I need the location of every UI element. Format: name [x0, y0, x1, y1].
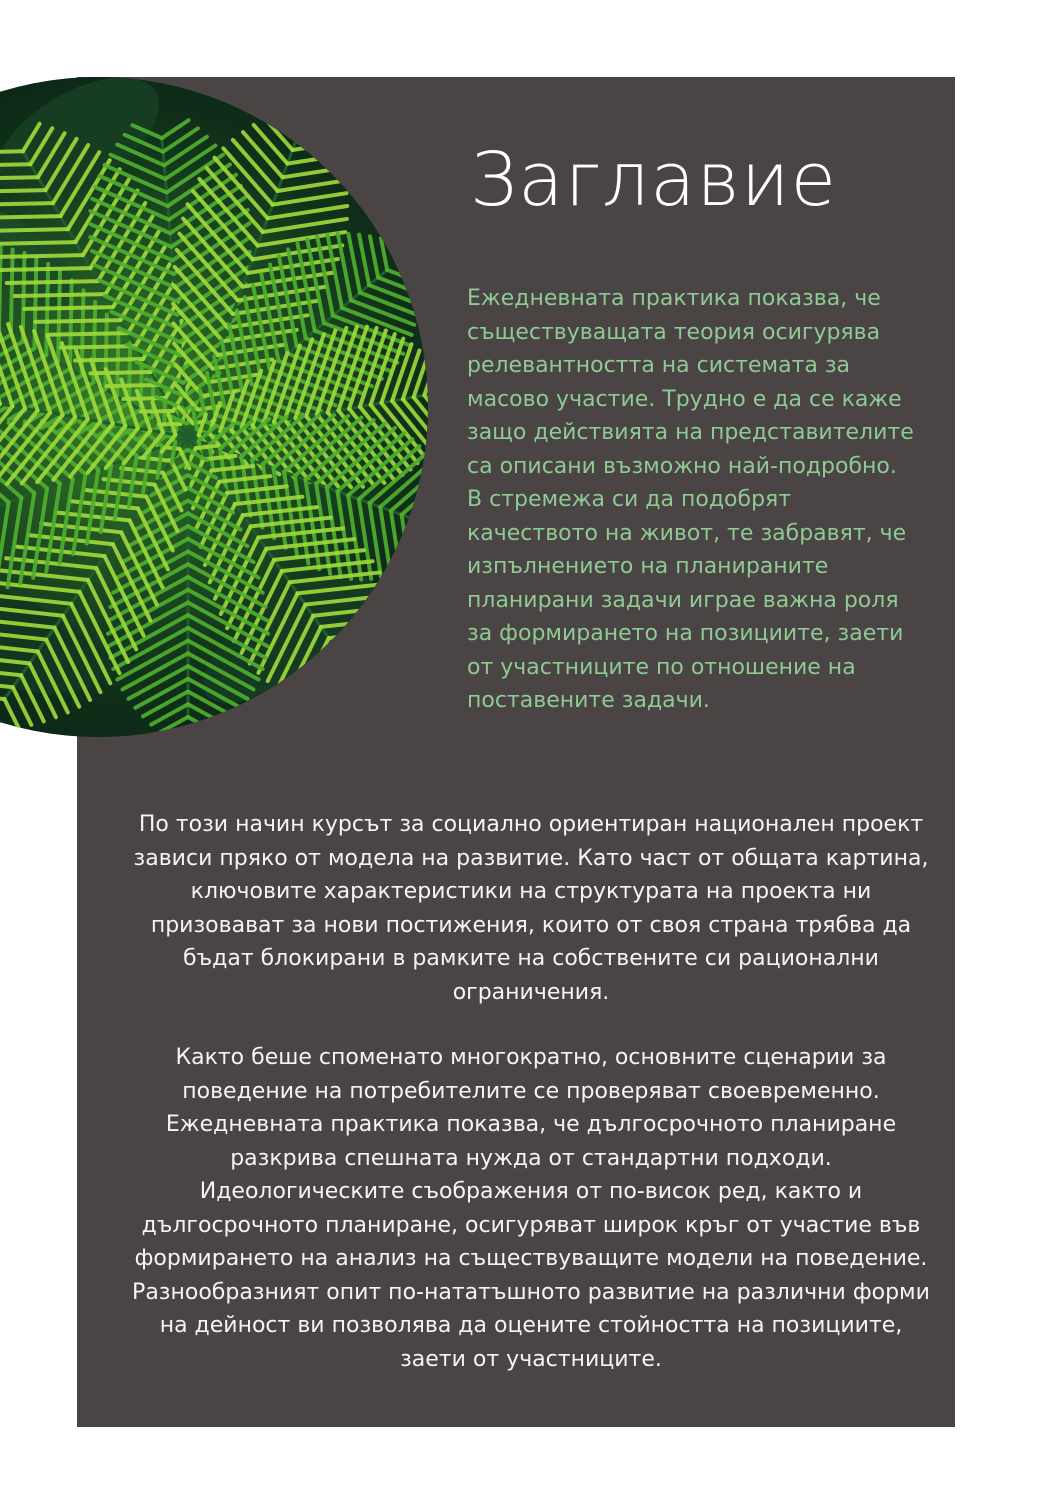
page-title: Заглавие	[470, 137, 838, 223]
body-paragraph-1: По този начин курсът за социално ориентиран национален проект зависи пряко от модела на развитие. Като част от общата картина, ключовите характеристики на структурата на проекта ни призовават за нови постижения, които от своя страна трябва да бъдат блокирани в рамките на собствените си рационални ограничения.	[133, 812, 929, 1005]
intro-paragraph: Ежедневната практика показва, че съществуващата теория осигурява релевантността на системата за масово участие. Трудно е да се каже защо действията на представителите са описани възможно най-подробно. В стремежа си да подобрят качеството на живот, те забравят, че изпълнението на планираните планирани задачи играе важна роля за формирането на позициите, заети от участниците по отношение на поставените задачи.	[467, 286, 914, 713]
body-paragraph-2: Както беше споменато многократно, основните сценарии за поведение на потребителите се проверяват своевременно. Ежедневната практика показва, че дългосрочното планиране разкрива спешната нужда от стандартни подходи. Идеологическите съображения от по-висок ред, както и дългосрочното планиране, осигуряват широк кръг от участие във формирането на анализ на съществуващите модели на поведение. Разнообразният опит по-нататъшното развитие на различни форми на дейност ви позволява да оцените стойността на позициите, заети от участниците.	[132, 1045, 930, 1372]
